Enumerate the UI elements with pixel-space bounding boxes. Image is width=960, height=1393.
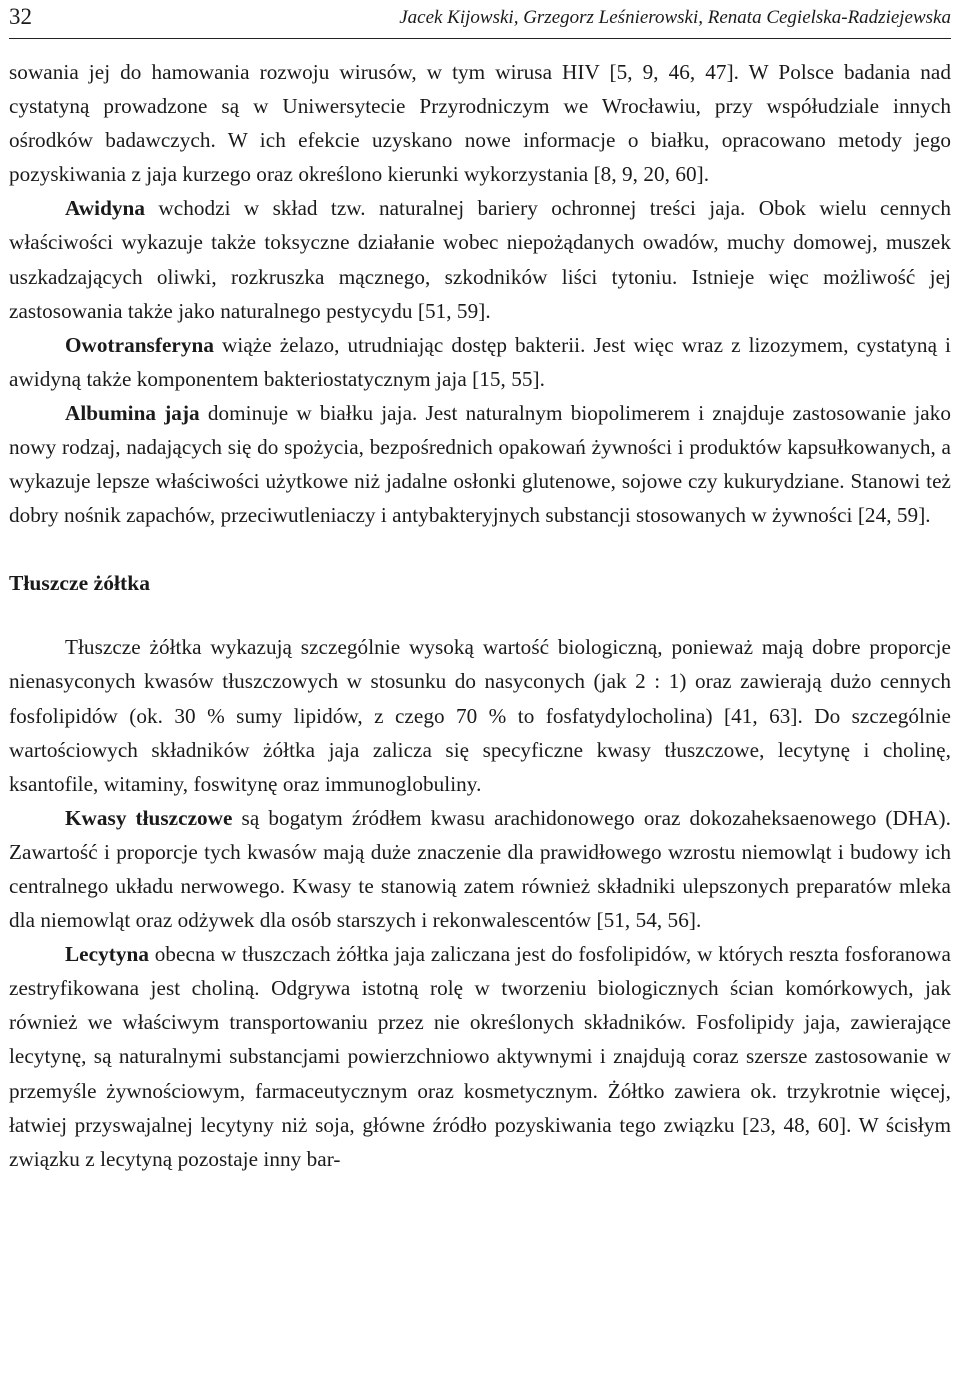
page-number: 32: [9, 4, 32, 29]
running-header: [9, 0, 951, 39]
term-fatty-acids: Kwasy tłuszczowe: [65, 805, 233, 830]
term-avidin: Awidyna: [65, 196, 146, 221]
paragraph-ovotransferrin-text: wiąże żelazo, utrudniając dostęp bakterii. Jest więc wraz z lizozymem, cystatyną i awidyną także komponentem bakteriostatycznym jaja [15, 55].: [9, 332, 951, 391]
section-heading: Tłuszcze żółtka: [9, 571, 151, 596]
paragraph-albumin-text: dominuje w białku jaja. Jest naturalnym biopolimerem i znajduje zastosowanie jako nowy rodzaj, nadających się do spożycia, bezpośrednich opakowań żywności i produktów kapsułkowanych, a wykazuje lepsze właściwości użytkowe niż jadalne osłonki glutenowe, sojowe czy kukurydziane. Stanowi też dobry nośnik zapachów, przeciwutleniaczy i antybakteryjnych substancji stosowanych w żywności [24, 59].: [9, 400, 951, 528]
paragraph-ovotransferrin: [9, 328, 951, 396]
paragraph-cystatin-continued: sowania jej do hamowania rozwoju wirusów, w tym wirusa HIV [5, 9, 46, 47]. W Polsce badania nad cystatyną prowadzone są w Uniwersytecie Przyrodniczym we Wrocławiu, przy współudziale innych ośrodków badawczych. W ich efekcie uzyskano nowe informacje o białku, opracowano metody jego pozyskiwania z jaja kurzego oraz określono kierunki wykorzystania [8, 9, 20, 60].: [9, 60, 951, 187]
paragraph-lecithin: [9, 937, 951, 1176]
paragraph-fatty-acids-text: są bogatym źródłem kwasu arachidonowego oraz dokozaheksaenowego (DHA). Zawartość i proporcje tych kwasów mają duże znaczenie dla prawidłowego wzrostu niemowląt i budowy ich centralnego układu nerwowego. Kwasy te stanowią zatem również składniki ulepszonych preparatów mleka dla niemowląt oraz odżywek dla osób starszych i rekonwalescentów [51, 54, 56].: [9, 805, 952, 933]
running-head-authors: Jacek Kijowski, Grzegorz Leśnierowski, Renata Cegielska-Radziejewska: [399, 7, 951, 28]
paragraph-fatty-acids: [9, 801, 951, 937]
paragraph-yolk-fats: Tłuszcze żółtka wykazują szczególnie wysoką wartość biologiczną, ponieważ mają dobre proporcje nienasyconych kwasów tłuszczowych w stosunku do nasyconych (jak 2 : 1) oraz zawierają dużo cennych fosfolipidów (ok. 30 % sumy lipidów, z czego 70 % to fosfatydylocholina) [41, 63]. Do szczególnie wartościowych składników żółtka jaja zalicza się specyficzne kwasy tłuszczowe, lecytynę i cholinę, ksantofile, witaminy, foswitynę oraz immunoglobuliny.: [9, 635, 951, 796]
paragraph-lecithin-text: obecna w tłuszczach żółtka jaja zaliczana jest do fosfolipidów, w których reszta fosforanowa zestryfikowana jest choliną. Odgrywa istotną rolę w tworzeniu biologicznych ścian komórkowych, jak również we właściwym transportowaniu przez nie określonych składników. Fosfolipidy jaja, zawierające lecytynę, są naturalnymi substancjami powierzchniowo aktywnymi i znajdują coraz szersze zastosowanie w przemyśle żywnościowym, farmaceutycznym oraz kosmetycznym. Żółtko zawiera ok. trzykrotnie więcej, łatwiej przyswajalnej lecytyny niż soja, główne źródło pozyskiwania tego związku [23, 48, 60]. W ścisłym związku z lecytyną pozostaje inny bar-: [9, 942, 951, 1171]
term-albumin: Albumina jaja: [65, 400, 200, 425]
term-lecithin: Lecytyna: [65, 942, 149, 967]
term-ovotransferrin: Owotransferyna: [65, 332, 214, 357]
paragraph-albumin: [9, 396, 951, 532]
body-text: [9, 55, 951, 1176]
paragraph-avidin: [9, 191, 951, 327]
paragraph-avidin-text: wchodzi w skład tzw. naturalnej bariery ochronnej treści jaja. Obok wielu cennych właściwości wykazuje także toksyczne działanie wobec niepożądanych owadów, muchy domowej, muszek uszkadzających oliwki, rozkruszka mącznego, szkodników liści tytoniu. Istnieje więc możliwość jej zastosowania także jako naturalnego pestycydu [51, 59].: [9, 196, 951, 323]
